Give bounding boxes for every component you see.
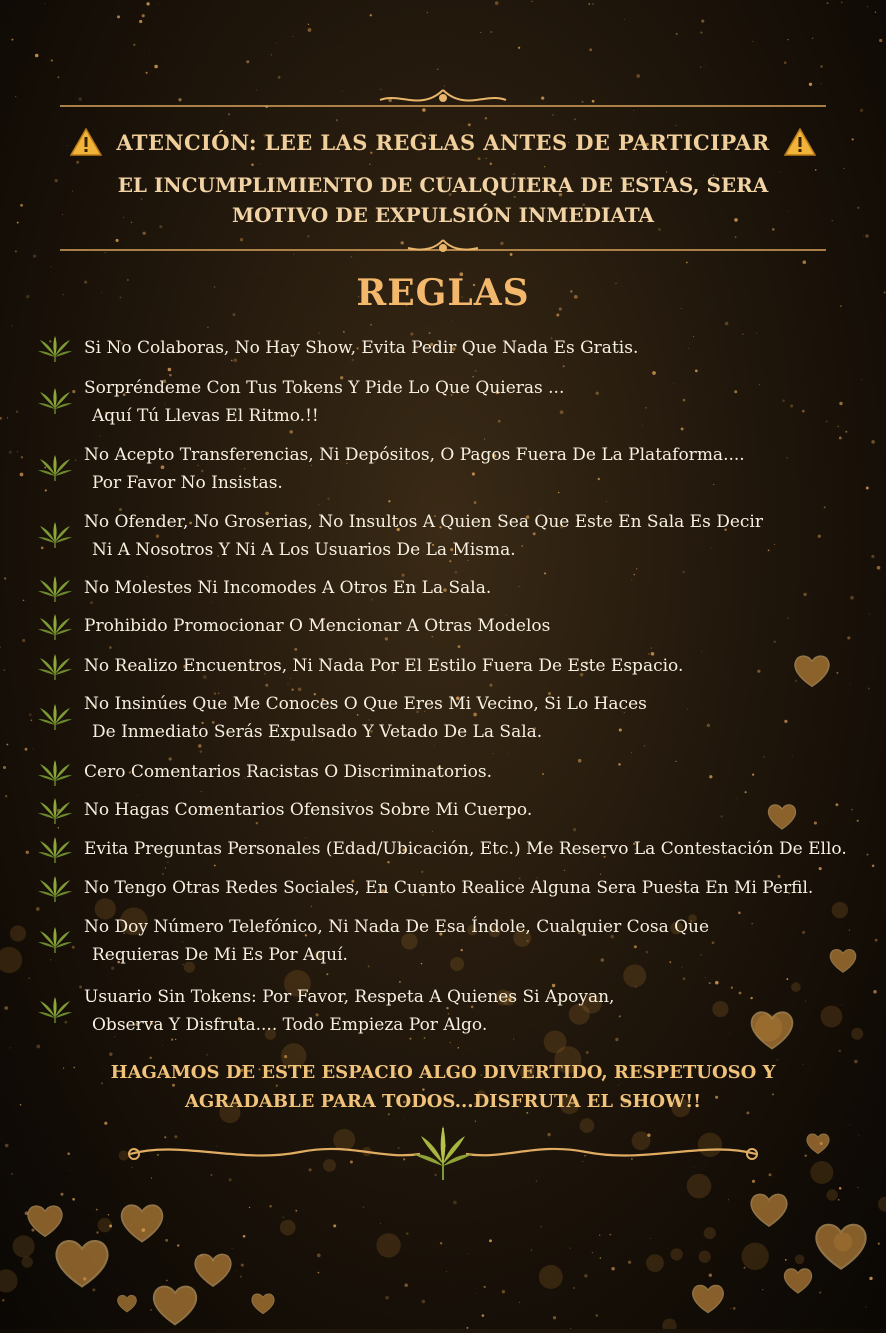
cannabis-leaf-icon: [38, 576, 78, 608]
rule-item: [38, 874, 876, 908]
rule-item: [38, 758, 876, 792]
closing-line-1: HAGAMOS DE ESTE ESPACIO ALGO DIVERTIDO, RESPETUOSO Y: [110, 1062, 776, 1083]
closing-line-2: AGRADABLE PARA TODOS...DISFRUTA EL SHOW!!: [184, 1091, 702, 1112]
rule-text-line-1: Si No Colaboras, No Hay Show, Evita Pedir Que Nada Es Gratis.: [84, 338, 639, 358]
heart-icon: [766, 800, 798, 836]
heart-icon: [805, 1130, 831, 1160]
rule-text-line-2: Observa Y Disfruta.... Todo Empieza Por Algo.: [92, 1015, 488, 1035]
cannabis-leaf-icon: [38, 614, 78, 646]
heart-icon: [150, 1279, 200, 1333]
heart-icon: [748, 1005, 796, 1057]
rule-text-line-1: No Acepto Transferencias, Ni Depósitos, O Pagos Fuera De La Plataforma....: [84, 445, 745, 465]
cannabis-leaf-icon: [38, 336, 78, 368]
rule-text-line-2: Ni A Nosotros Y Ni A Los Usuarios De La Misma.: [92, 540, 516, 560]
rule-item: [38, 574, 876, 608]
rule-item: [38, 690, 876, 746]
heart-icon: [828, 945, 858, 979]
warning-heading: [0, 128, 886, 161]
rule-text-line-1: No Ofender, No Groserias, No Insultos A Quien Sea Que Este En Sala Es Decir: [84, 512, 763, 532]
rule-text-line-2: De Inmediato Serás Expulsado Y Vetado De La Sala.: [92, 722, 543, 742]
rule-text-line-2: Aquí Tú Llevas El Ritmo.!!: [92, 406, 319, 426]
rule-text-line-1: No Doy Número Telefónico, Ni Nada De Esa Índole, Cualquier Cosa Que: [84, 917, 710, 937]
rule-item: [38, 835, 876, 869]
rule-item: [38, 508, 876, 564]
subtitle-line-1: EL INCUMPLIMIENTO DE CUALQUIERA DE ESTAS, SERA: [117, 173, 769, 197]
page-title: REGLAS: [356, 272, 530, 314]
cannabis-leaf-icon: [38, 997, 78, 1029]
cannabis-leaf-icon: [38, 388, 78, 420]
bottom-ornament-divider: [120, 1120, 766, 1184]
rule-text-line-2: Requieras De Mi Es Por Aquí.: [92, 945, 348, 965]
rule-text-line-1: No Insinúes Que Me Conoces O Que Eres Mi Vecino, Si Lo Haces: [84, 694, 647, 714]
cannabis-leaf-icon: [38, 927, 78, 959]
rule-item: [38, 652, 876, 686]
rule-text-line-1: No Molestes Ni Incomodes A Otros En La Sala.: [84, 578, 492, 598]
rule-text-line-1: Sorpréndeme Con Tus Tokens Y Pide Lo Que Quieras ...: [84, 378, 565, 398]
rule-item: [38, 441, 876, 497]
rule-text-line-1: No Tengo Otras Redes Sociales, En Cuanto Realice Alguna Sera Puesta En Mi Perfil.: [84, 878, 814, 898]
cannabis-leaf-icon: [38, 760, 78, 792]
subtitle-line-2: MOTIVO DE EXPULSIÓN INMEDIATA: [231, 203, 655, 227]
heart-icon: [782, 1264, 814, 1300]
cannabis-leaf-icon: [38, 522, 78, 554]
rule-text-line-1: No Realizo Encuentros, Ni Nada Por El Estilo Fuera De Este Espacio.: [84, 656, 684, 676]
cannabis-leaf-icon: [38, 837, 78, 869]
heart-icon: [792, 650, 832, 694]
cannabis-leaf-icon: [38, 704, 78, 736]
heart-icon: [118, 1198, 166, 1250]
rule-text-line-1: No Hagas Comentarios Ofensivos Sobre Mi Cuerpo.: [84, 800, 533, 820]
cannabis-leaf-icon: [38, 654, 78, 686]
rule-text-line-1: Cero Comentarios Racistas O Discriminatorios.: [84, 762, 493, 782]
rule-item: [38, 612, 876, 646]
cannabis-leaf-icon: [38, 798, 78, 830]
heart-icon: [690, 1280, 726, 1320]
heart-icon: [116, 1292, 138, 1318]
rule-item: [38, 374, 876, 430]
heart-icon: [52, 1232, 112, 1296]
warning-text: ATENCIÓN: LEE LAS REGLAS ANTES DE PARTICIPAR: [116, 130, 770, 155]
top-ornament-divider: [40, 88, 846, 108]
warning-icon: [784, 128, 816, 161]
heart-icon: [250, 1290, 276, 1320]
rule-text-line-1: Prohibido Promocionar O Mencionar A Otras Modelos: [84, 616, 551, 636]
rule-text-line-1: Evita Preguntas Personales (Edad/Ubicación, Etc.) Me Reservo La Contestación De Ello.: [84, 839, 847, 859]
rule-item: [38, 913, 876, 969]
heart-icon: [812, 1216, 870, 1278]
warning-icon: [70, 128, 102, 161]
rule-text-line-1: Usuario Sin Tokens: Por Favor, Respeta A Quienes Si Apoyan,: [84, 987, 615, 1007]
cannabis-leaf-icon: [38, 455, 78, 487]
rule-item: [38, 796, 876, 830]
cannabis-leaf-icon: [413, 1126, 473, 1180]
rule-text-line-2: Por Favor No Insistas.: [92, 473, 283, 493]
cannabis-leaf-icon: [38, 876, 78, 908]
heart-icon: [748, 1188, 790, 1234]
rule-item: [38, 334, 876, 368]
middle-ornament-divider: [40, 236, 846, 256]
